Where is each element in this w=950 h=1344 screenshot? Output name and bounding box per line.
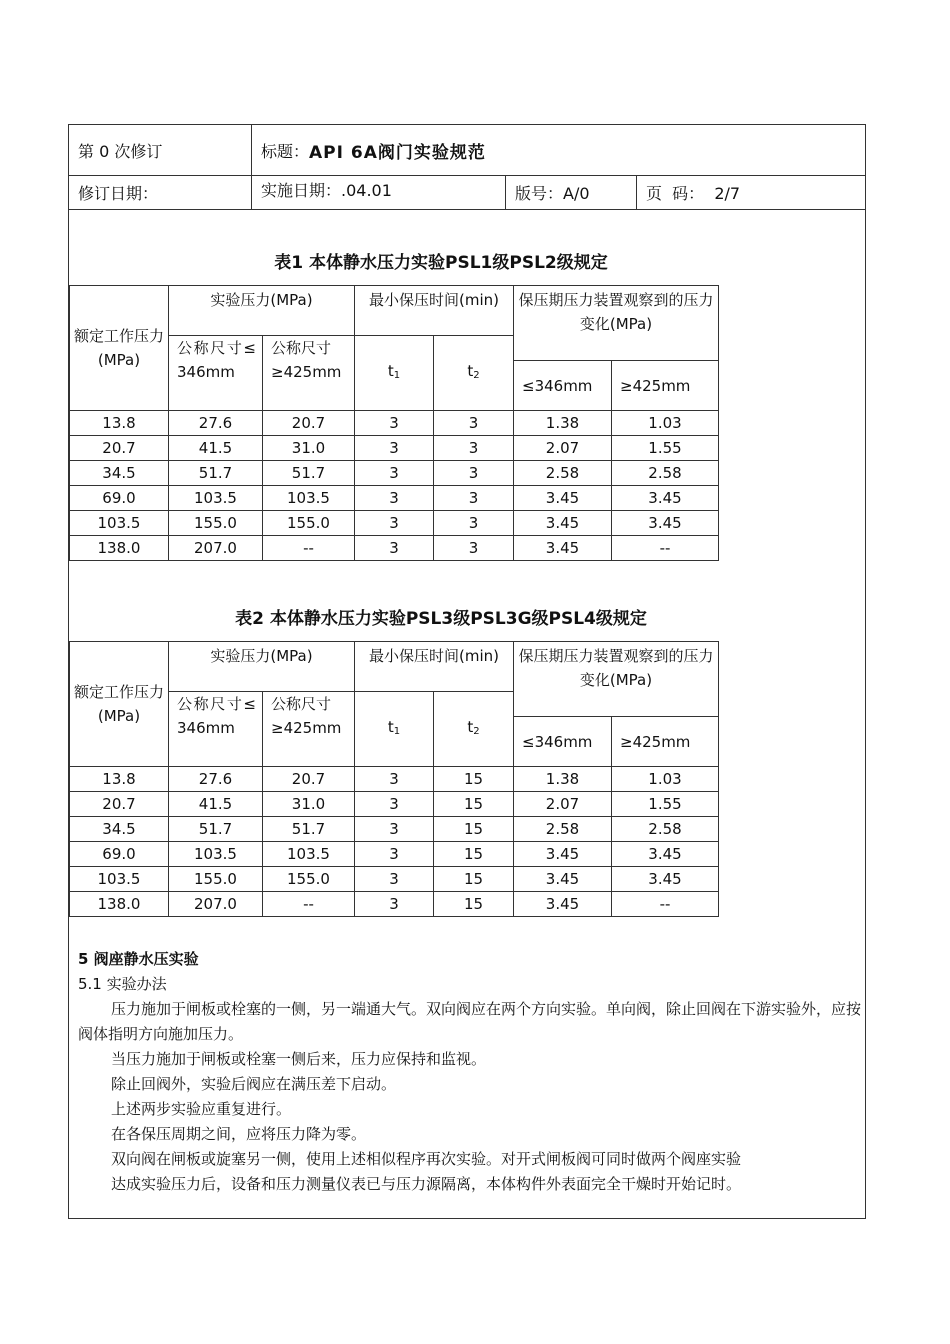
table1 — [69, 285, 719, 561]
table-cell: 27.6 — [169, 767, 263, 792]
table-cell: -- — [612, 536, 719, 561]
t1-label: t — [387, 717, 394, 736]
table-cell: 3 — [434, 461, 514, 486]
table-cell: -- — [263, 892, 355, 917]
table-cell: 155.0 — [169, 867, 263, 892]
table-cell: 15 — [434, 842, 514, 867]
paragraph: 当压力施加于闸板或栓塞一侧后来，压力应保持和监视。 — [111, 1050, 487, 1068]
paragraph: 压力施加于闸板或栓塞的一侧，另一端通大气。双向阀应在两个方向实验。单向阀，除止回阀在下游实验外，应按阀体指明方向施加压力。 — [78, 1000, 862, 1043]
table-cell: 103.5 — [263, 842, 355, 867]
table-cell: 3 — [355, 892, 434, 917]
table-cell: 34.5 — [70, 461, 169, 486]
table-cell: 3 — [355, 792, 434, 817]
table-cell: 13.8 — [70, 767, 169, 792]
table-cell: 69.0 — [70, 486, 169, 511]
table-cell: 3 — [355, 411, 434, 436]
table-cell: 3 — [434, 486, 514, 511]
th-pressure-change: 保压期压力装置观察到的压力变化(MPa) — [514, 642, 719, 717]
th-min-hold-time: 最小保压时间(min) — [355, 642, 514, 692]
table-cell: 41.5 — [169, 792, 263, 817]
table-row — [70, 792, 719, 817]
th-t1 — [355, 336, 434, 411]
table-cell: 1.38 — [514, 767, 612, 792]
table-cell: 2.58 — [612, 817, 719, 842]
version-text: 版号：A/0 — [515, 184, 590, 203]
document-frame — [68, 124, 866, 1219]
revise-date-label: 修订日期： — [78, 184, 159, 203]
table-cell: 2.58 — [514, 461, 612, 486]
table-cell: 41.5 — [169, 436, 263, 461]
table-cell: 3.45 — [514, 511, 612, 536]
title-label: 标题： — [261, 141, 310, 161]
t2-subscript: 2 — [473, 369, 480, 381]
section-subtitle: 5.1 实验办法 — [78, 975, 167, 993]
table2-caption: 表2 本体静水压力实验PSL3级PSL3G级PSL4级规定 — [235, 609, 647, 629]
table-cell: 3 — [355, 511, 434, 536]
table-cell: 69.0 — [70, 842, 169, 867]
table-cell: 3.45 — [612, 511, 719, 536]
paragraph: 在各保压周期之间，应将压力降为零。 — [111, 1125, 367, 1143]
table-cell: 3.45 — [612, 842, 719, 867]
table-cell: 27.6 — [169, 411, 263, 436]
table-cell: 3.45 — [514, 867, 612, 892]
revise-date-cell — [69, 176, 251, 209]
table-cell: 13.8 — [70, 411, 169, 436]
table-cell: 20.7 — [70, 792, 169, 817]
table2-body — [70, 767, 719, 917]
revision-text: 第 0 次修订 — [78, 141, 163, 161]
table-cell: 15 — [434, 817, 514, 842]
th-test-pressure: 实验压力(MPa) — [169, 642, 355, 692]
header-row-2 — [69, 176, 865, 210]
table-cell: 3 — [355, 536, 434, 561]
t2-subscript: 2 — [473, 725, 480, 737]
table-row — [70, 511, 719, 536]
table-cell: 31.0 — [263, 792, 355, 817]
t2-label: t — [467, 717, 474, 736]
table-cell: 3 — [434, 536, 514, 561]
table-cell: 51.7 — [169, 817, 263, 842]
th-test-pressure: 实验压力(MPa) — [169, 286, 355, 336]
table-cell: 2.07 — [514, 792, 612, 817]
table-cell: 103.5 — [169, 486, 263, 511]
table-row — [70, 411, 719, 436]
th-change-small: ≤346mm — [514, 361, 612, 411]
table-cell: 20.7 — [263, 411, 355, 436]
impl-date-cell — [251, 176, 505, 209]
table-cell: 51.7 — [169, 461, 263, 486]
table-cell: 20.7 — [70, 436, 169, 461]
table-cell: 207.0 — [169, 892, 263, 917]
table-cell: 2.58 — [514, 817, 612, 842]
table-cell: 15 — [434, 792, 514, 817]
th-change-small: ≤346mm — [514, 717, 612, 767]
table-cell: 1.55 — [612, 436, 719, 461]
table-cell: 138.0 — [70, 892, 169, 917]
table-cell: 20.7 — [263, 767, 355, 792]
table-cell: 2.58 — [612, 461, 719, 486]
paragraph: 上述两步实验应重复进行。 — [111, 1100, 292, 1118]
table-cell: 3 — [355, 436, 434, 461]
table-cell: 155.0 — [263, 867, 355, 892]
table-cell: 3.45 — [514, 842, 612, 867]
table-cell: -- — [612, 892, 719, 917]
th-pressure-change: 保压期压力装置观察到的压力变化(MPa) — [514, 286, 719, 361]
th-t2 — [434, 692, 514, 767]
table-row — [70, 867, 719, 892]
table-row — [70, 842, 719, 867]
page-number-text: 页 码： 2/7 — [646, 184, 741, 203]
table-cell: 1.55 — [612, 792, 719, 817]
table-cell: 3 — [355, 767, 434, 792]
table-cell: 3.45 — [612, 486, 719, 511]
table-cell: 51.7 — [263, 817, 355, 842]
th-change-large: ≥425mm — [612, 361, 719, 411]
document-title: API 6A阀门实验规范 — [309, 142, 486, 163]
t2-label: t — [467, 361, 474, 380]
table-cell: 3 — [355, 842, 434, 867]
table-row — [70, 436, 719, 461]
t1-subscript: 1 — [393, 369, 401, 381]
impl-date-text: 实施日期：.04.01 — [261, 181, 392, 200]
table-cell: 3 — [355, 461, 434, 486]
table-cell: 3.45 — [514, 892, 612, 917]
th-nominal-large: 公称尺寸≥425mm — [263, 336, 355, 411]
th-nominal-small: 公称尺寸≤ 346mm — [169, 336, 263, 411]
revision-cell — [69, 125, 251, 175]
t1-subscript: 1 — [393, 725, 401, 737]
table-cell: 3.45 — [612, 867, 719, 892]
table-cell: 51.7 — [263, 461, 355, 486]
table-cell: 15 — [434, 867, 514, 892]
table-cell: 103.5 — [70, 867, 169, 892]
table-row — [70, 892, 719, 917]
table2 — [69, 641, 719, 917]
table-cell: 15 — [434, 892, 514, 917]
table-cell: 1.03 — [612, 411, 719, 436]
th-min-hold-time: 最小保压时间(min) — [355, 286, 514, 336]
table-cell: 34.5 — [70, 817, 169, 842]
paragraph: 除止回阀外，实验后阀应在满压差下启动。 — [111, 1075, 397, 1093]
table-cell: 3 — [434, 511, 514, 536]
table-cell: 103.5 — [70, 511, 169, 536]
table-row — [70, 817, 719, 842]
version-cell — [505, 176, 636, 209]
page-cell — [636, 176, 865, 209]
table-cell: 1.03 — [612, 767, 719, 792]
table-row — [70, 767, 719, 792]
table-cell: 3 — [355, 486, 434, 511]
table1-caption: 表1 本体静水压力实验PSL1级PSL2级规定 — [274, 253, 608, 273]
table-cell: 3 — [434, 436, 514, 461]
table-cell: -- — [263, 536, 355, 561]
title-cell — [251, 125, 865, 175]
th-rated-pressure: 额定工作压力(MPa) — [70, 642, 169, 767]
paragraph: 达成实验压力后，设备和压力测量仪表已与压力源隔离，本体构件外表面完全干燥时开始记时。 — [111, 1175, 742, 1193]
table-cell: 103.5 — [169, 842, 263, 867]
section-5 — [78, 947, 863, 1197]
table-cell: 3.45 — [514, 486, 612, 511]
table-cell: 3.45 — [514, 536, 612, 561]
table-row — [70, 461, 719, 486]
th-t1 — [355, 692, 434, 767]
table-cell: 155.0 — [169, 511, 263, 536]
paragraph: 双向阀在闸板或旋塞另一侧，使用上述相似程序再次实验。对开式闸板阀可同时做两个阀座实验 — [111, 1150, 742, 1168]
th-rated-pressure: 额定工作压力(MPa) — [70, 286, 169, 411]
t1-label: t — [387, 361, 394, 380]
table-cell: 31.0 — [263, 436, 355, 461]
table-row — [70, 536, 719, 561]
table-cell: 138.0 — [70, 536, 169, 561]
table-cell: 3 — [434, 411, 514, 436]
table-cell: 15 — [434, 767, 514, 792]
section-title: 5 阀座静水压实验 — [78, 950, 199, 968]
th-nominal-large: 公称尺寸≥425mm — [263, 692, 355, 767]
th-t2 — [434, 336, 514, 411]
table-cell: 207.0 — [169, 536, 263, 561]
table-cell: 3 — [355, 867, 434, 892]
table-cell: 155.0 — [263, 511, 355, 536]
header-row-1 — [69, 125, 865, 176]
table-cell: 103.5 — [263, 486, 355, 511]
th-change-large: ≥425mm — [612, 717, 719, 767]
th-nominal-small: 公称尺寸≤ 346mm — [169, 692, 263, 767]
section-paragraphs — [78, 997, 863, 1197]
table-cell: 3 — [355, 817, 434, 842]
table-row — [70, 486, 719, 511]
table-cell: 2.07 — [514, 436, 612, 461]
table-cell: 1.38 — [514, 411, 612, 436]
table1-body — [70, 411, 719, 561]
